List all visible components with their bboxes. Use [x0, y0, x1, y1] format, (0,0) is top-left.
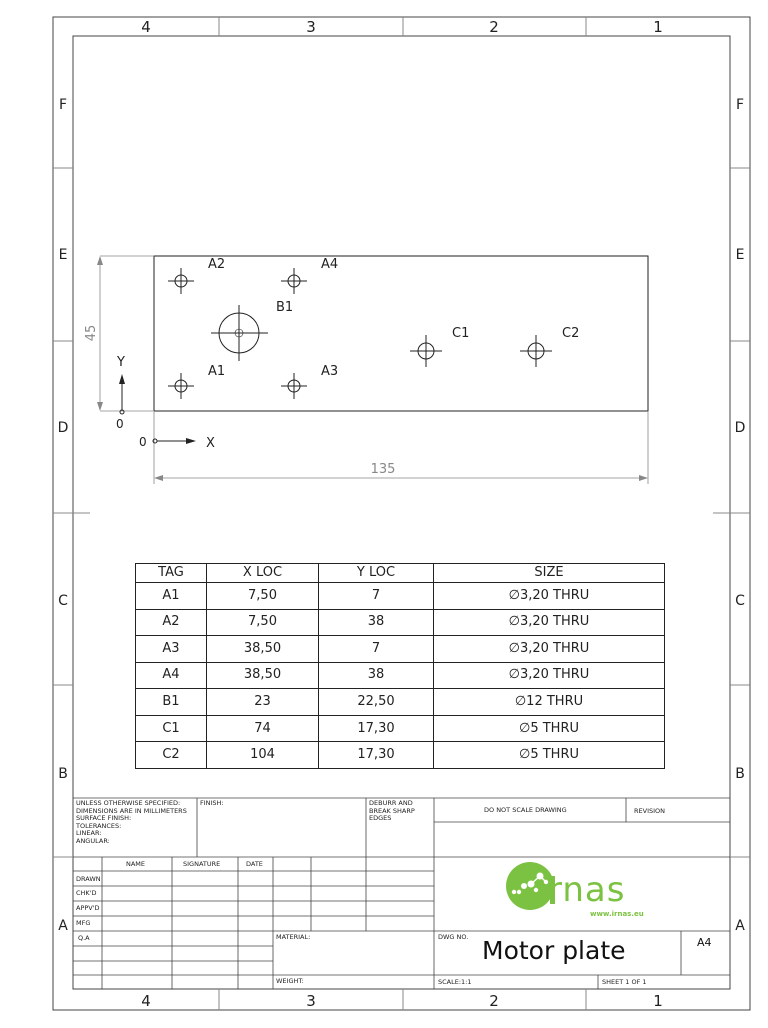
col-name-header: NAME — [126, 860, 146, 868]
zone-row-left-b: B — [58, 766, 68, 782]
cell-x-loc: 74 — [207, 715, 319, 742]
inner-border — [73, 36, 730, 989]
zone-col-bottom-2: 2 — [489, 992, 499, 1010]
table-row — [136, 636, 665, 663]
drawing-title: Motor plate — [482, 936, 626, 965]
cell-size: ∅3,20 THRU — [434, 636, 665, 663]
cell-size: ∅5 THRU — [434, 715, 665, 742]
table-row — [136, 689, 665, 716]
role-checked: CHK'D — [76, 889, 97, 897]
zone-col-bottom-3: 3 — [306, 992, 316, 1010]
axis-y-label: Y — [117, 355, 125, 370]
origin-y-label: 0 — [116, 417, 124, 431]
zone-row-left-a: A — [58, 918, 68, 934]
hole-table — [135, 563, 665, 769]
cell-y-loc: 22,50 — [319, 689, 434, 716]
cell-tag: A4 — [136, 662, 207, 689]
cell-size: ∅5 THRU — [434, 742, 665, 769]
tag-a4: A4 — [321, 257, 339, 272]
table-row — [136, 583, 665, 610]
header-y-loc: Y LOC — [319, 564, 434, 583]
zone-row-left-e: E — [58, 247, 68, 263]
finish-label: FINISH: — [200, 799, 224, 807]
material-label: MATERIAL: — [276, 933, 311, 941]
table-row — [136, 715, 665, 742]
deburr-note: DEBURR AND BREAK SHARP EDGES — [369, 799, 415, 822]
logo-wordmark: rnas — [548, 870, 626, 910]
table-row — [136, 662, 665, 689]
cell-tag: A2 — [136, 609, 207, 636]
header-x-loc: X LOC — [207, 564, 319, 583]
dim-width-label: 135 — [370, 462, 396, 477]
cell-size: ∅3,20 THRU — [434, 583, 665, 610]
hole-c1 — [410, 335, 442, 367]
cell-y-loc: 38 — [319, 609, 434, 636]
zone-row-right-e: E — [735, 247, 745, 263]
cell-x-loc: 38,50 — [207, 636, 319, 663]
dwg-no-label: DWG NO. — [438, 933, 469, 941]
general-notes: UNLESS OTHERWISE SPECIFIED: DIMENSIONS ARE IN MILLIMETERS SURFACE FINISH: TOLERANCES: LINEAR: ANGULAR: — [76, 799, 187, 845]
cell-x-loc: 23 — [207, 689, 319, 716]
dimension-width — [154, 412, 648, 484]
hole-a1 — [168, 373, 194, 399]
cell-tag: C1 — [136, 715, 207, 742]
cell-tag: A1 — [136, 583, 207, 610]
zone-row-left-f: F — [58, 97, 68, 113]
cell-x-loc: 38,50 — [207, 662, 319, 689]
zone-row-right-a: A — [735, 918, 745, 934]
cell-tag: A3 — [136, 636, 207, 663]
zone-col-bottom-1: 1 — [653, 992, 663, 1010]
cell-y-loc: 17,30 — [319, 742, 434, 769]
weight-label: WEIGHT: — [276, 977, 304, 985]
origin-axes — [119, 374, 196, 444]
cell-x-loc: 7,50 — [207, 583, 319, 610]
sheet-size: A4 — [697, 936, 712, 949]
hole-c2 — [520, 335, 552, 367]
zone-row-right-d: D — [734, 420, 746, 436]
zone-row-left-c: C — [58, 593, 68, 609]
cell-size: ∅3,20 THRU — [434, 609, 665, 636]
tag-a2: A2 — [208, 257, 226, 272]
zone-row-left-d: D — [57, 420, 69, 436]
axis-x-label: X — [206, 436, 215, 451]
tag-c2: C2 — [562, 326, 580, 341]
do-not-scale-note: DO NOT SCALE DRAWING — [484, 806, 567, 814]
dim-height-label: 45 — [84, 324, 99, 342]
cell-size: ∅12 THRU — [434, 689, 665, 716]
hole-a4 — [281, 268, 307, 294]
cell-x-loc: 104 — [207, 742, 319, 769]
cell-tag: C2 — [136, 742, 207, 769]
table-row — [136, 742, 665, 769]
tag-c1: C1 — [452, 326, 470, 341]
col-signature-header: SIGNATURE — [183, 860, 221, 868]
zone-row-right-b: B — [735, 766, 745, 782]
hole-a2 — [168, 268, 194, 294]
cell-y-loc: 17,30 — [319, 715, 434, 742]
zone-row-right-f: F — [735, 97, 745, 113]
origin-x-label: 0 — [139, 435, 147, 449]
tag-a3: A3 — [321, 364, 339, 379]
table-row — [136, 609, 665, 636]
dimension-height — [97, 256, 153, 411]
zone-col-top-1: 1 — [653, 18, 663, 36]
header-tag: TAG — [136, 564, 207, 583]
tag-b1: B1 — [276, 300, 294, 315]
tag-a1: A1 — [208, 364, 226, 379]
scale-label: SCALE:1:1 — [438, 978, 472, 986]
zone-col-top-4: 4 — [141, 18, 151, 36]
revision-label: REVISION — [634, 807, 666, 815]
cell-y-loc: 38 — [319, 662, 434, 689]
zone-col-top-3: 3 — [306, 18, 316, 36]
role-qa: Q.A — [78, 934, 90, 942]
cell-x-loc: 7,50 — [207, 609, 319, 636]
hole-table-header — [136, 564, 665, 583]
role-approved: APPV'D — [76, 904, 100, 912]
logo-url: www.irnas.eu — [590, 910, 644, 918]
hole-a3 — [281, 373, 307, 399]
irnas-logo — [504, 860, 664, 920]
cell-size: ∅3,20 THRU — [434, 662, 665, 689]
cell-y-loc: 7 — [319, 636, 434, 663]
hole-b1 — [211, 305, 268, 361]
header-size: SIZE — [434, 564, 665, 583]
cell-y-loc: 7 — [319, 583, 434, 610]
zone-col-bottom-4: 4 — [141, 992, 151, 1010]
role-mfg: MFG — [76, 919, 91, 927]
col-date-header: DATE — [246, 860, 263, 868]
cell-tag: B1 — [136, 689, 207, 716]
role-drawn: DRAWN — [76, 875, 101, 883]
zone-col-top-2: 2 — [489, 18, 499, 36]
sheet-label: SHEET 1 OF 1 — [602, 978, 647, 986]
zone-row-right-c: C — [735, 593, 745, 609]
